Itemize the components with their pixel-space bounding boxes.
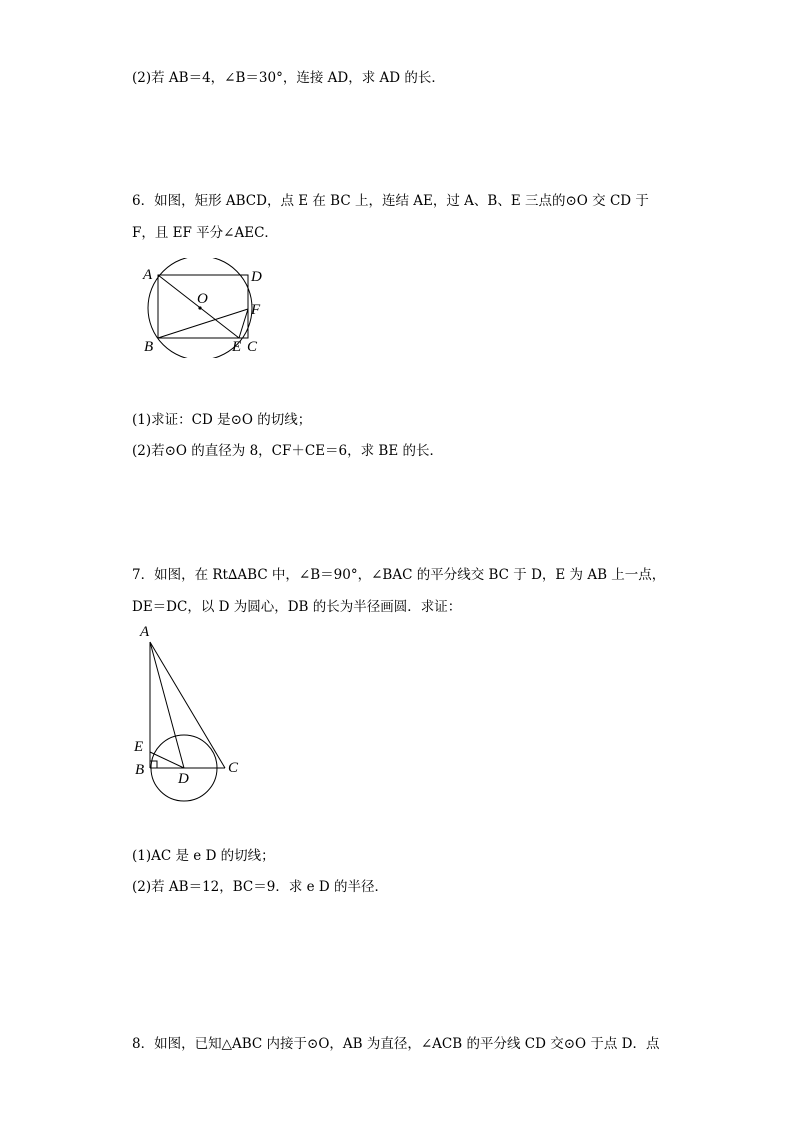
q6-stem-line1: 6．如图，矩形 ABCD，点 E 在 BC 上，连结 AE，过 A、B、E 三点的⊙O 交 CD 于 — [132, 193, 649, 209]
q6-label-o: O — [197, 291, 208, 307]
q8-stem-line1: 8．如图，已知△ABC 内接于⊙O，AB 为直径，∠ACB 的平分线 CD 交⊙O 于点 D．点 — [132, 1036, 660, 1052]
q7-part1: (1)AC 是 e D 的切线； — [132, 848, 275, 864]
q6-label-a: A — [143, 267, 153, 283]
q6-label-d: D — [251, 269, 262, 285]
q6-label-c: C — [247, 339, 258, 355]
q7-segment-ac — [150, 642, 225, 768]
q6-segment-bf — [158, 309, 248, 338]
q7-label-d: D — [178, 771, 189, 787]
q7-label-e: E — [134, 739, 144, 755]
q7-label-b: B — [135, 762, 145, 778]
q5-part2: (2)若 AB＝4，∠B＝30°，连接 AD，求 AD 的长． — [132, 70, 445, 86]
q6-part1: (1)求证：CD 是⊙O 的切线； — [132, 412, 312, 428]
q7-segment-de — [150, 752, 184, 768]
q6-part2: (2)若⊙O 的直径为 8，CF＋CE＝6，求 BE 的长． — [132, 443, 444, 459]
q7-part2: (2)若 AB＝12，BC＝9．求 e D 的半径． — [132, 879, 389, 895]
q6-label-f: F — [251, 302, 261, 318]
q7-segment-ad — [150, 642, 184, 768]
q7-stem-line1: 7．如图，在 Rt∆ABC 中，∠B＝90°，∠BAC 的平分线交 BC 于 D，E 为 AB 上一点， — [132, 567, 666, 583]
q6-label-b: B — [144, 339, 154, 355]
q7-label-a: A — [140, 624, 150, 640]
q6-stem-line2: F，且 EF 平分∠AEC． — [132, 225, 278, 241]
q7-figure — [130, 622, 260, 802]
q7-stem-line2: DE＝DC，以 D 为圆心，DB 的长为半径画圆．求证： — [132, 599, 462, 615]
q7-label-c: C — [228, 760, 239, 776]
q6-label-e: E — [232, 339, 242, 355]
q6-figure — [138, 258, 270, 358]
q6-segment-ef — [239, 309, 248, 338]
